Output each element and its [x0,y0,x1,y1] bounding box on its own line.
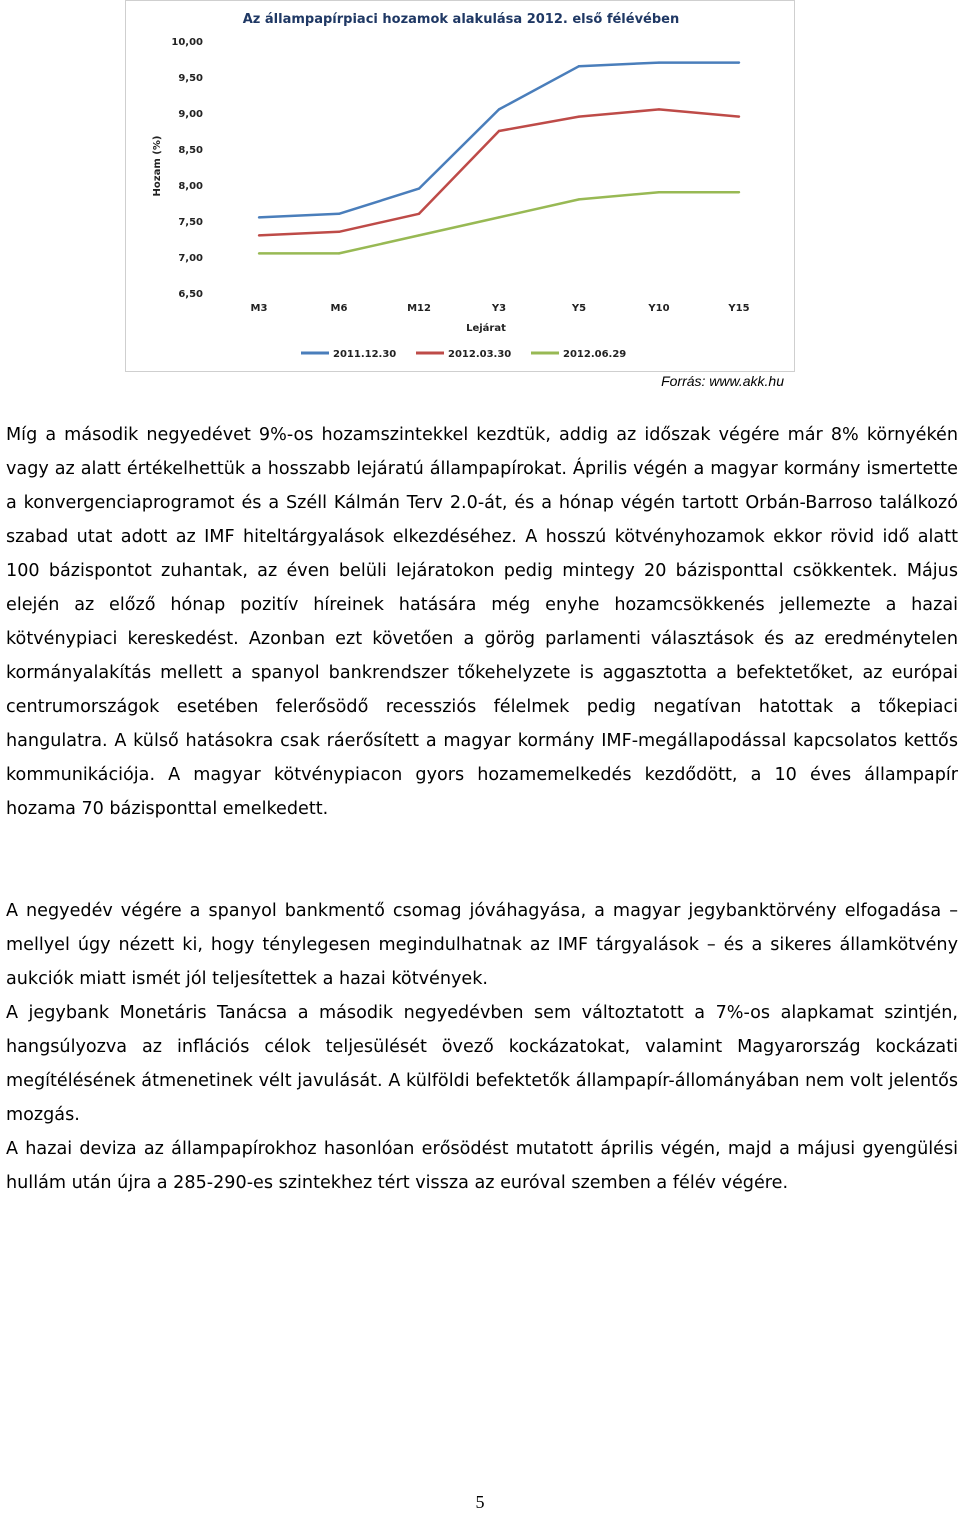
x-tick-label: M3 [250,303,268,314]
legend-label: 2012.03.30 [448,349,512,360]
x-tick-label: Y5 [571,303,587,314]
y-tick-label: 7,50 [178,217,203,228]
data-point [258,252,260,254]
data-point [258,234,260,236]
x-tick-label: Y3 [491,303,507,314]
x-tick-label: M6 [330,303,348,314]
y-axis-ticks [171,37,203,300]
data-point [658,191,660,193]
data-point [498,108,500,110]
y-tick-label: 8,50 [178,145,203,156]
yield-chart [126,1,796,373]
series-lines [258,61,740,254]
data-point [338,252,340,254]
data-point [658,108,660,110]
y-tick-label: 8,00 [178,181,203,192]
data-point [498,130,500,132]
page-number: 5 [475,1492,485,1512]
legend-label: 2012.06.29 [563,349,627,360]
x-axis-ticks [251,303,750,314]
data-point [418,187,420,189]
data-point [498,216,500,218]
data-point [658,61,660,63]
legend-label: 2011.12.30 [333,349,397,360]
x-tick-label: Y15 [728,303,750,314]
y-tick-label: 7,00 [178,253,203,264]
data-point [338,231,340,233]
data-point [578,115,580,117]
data-point [258,216,260,218]
data-point [738,115,740,117]
chart-frame [125,0,795,372]
data-point [338,213,340,215]
paragraph-3: A jegybank Monetáris Tanácsa a második negyedévben sem változtatott a 7%-os alapkamat szintjén, hangsúlyozva az inflációs célok teljesülését övező kockázatokat, valamint Magyarország kockázati megítélésének átmenetinek vélt javulását. A külföldi befektetők állampapír-állományában nem volt jelentős mozgás. [6,1003,958,1125]
y-tick-label: 9,50 [178,73,203,84]
data-point [578,198,580,200]
data-point [418,213,420,215]
x-axis-label: Lejárat [466,323,506,334]
data-point [578,65,580,67]
data-point [418,234,420,236]
y-tick-label: 10,00 [171,37,203,48]
x-tick-label: Y10 [648,303,670,314]
chart-title: Az állampapírpiaci hozamok alakulása 2012. első félévében [242,12,680,27]
series-line-2011.12.30 [259,63,739,218]
data-point [738,61,740,63]
paragraph-2: A negyedév végére a spanyol bankmentő csomag jóváhagyása, a magyar jegybanktörvény elfogadása – mellyel úgy nézett ki, hogy ténylegesen megindulhatnak az IMF tárgyalások – és a sikeres államkötvény aukciók miatt ismét jól teljesítettek a hazai kötvények. [6,901,958,989]
y-tick-label: 6,50 [178,289,203,300]
series-line-2012.06.29 [259,192,739,253]
data-point [738,191,740,193]
x-tick-label: M12 [407,303,431,314]
y-tick-label: 9,00 [178,109,203,120]
source-caption: Forrás: www.akk.hu [661,373,784,389]
y-axis-label: Hozam (%) [152,135,163,197]
legend [301,349,626,360]
paragraph-1: Míg a második negyedévet 9%-os hozamszintekkel kezdtük, addig az időszak végére már 8% környékén vagy az alatt értékelhettük a hosszabb lejáratú állampapírokat. Április végén a magyar kormány ismertette a konvergenciaprogramot és a Széll Kálmán Terv 2.0-át, és a hónap végén tartott Orbán-Barroso találkozó szabad utat adott az IMF hiteltárgyalások elkezdéséhez. A hosszú kötvényhozamok ekkor rövid idő alatt 100 bázispontot zuhantak, az éven belüli lejáratokon pedig mintegy 20 bázisponttal csökkentek. Május elején az előző hónap pozitív híreinek hatására még enyhe hozamcsökkenés jellemezte a hazai kötvénypiaci kereskedést. Azonban ezt követően a görög parlamenti választások és az eredménytelen kormányalakítás mellett a spanyol bankrendszer tőkehelyzete is aggasztotta a befektetőket, az európai centrumországok esetében felerősödő recessziós félelmek pedig negatívan hatottak a tőkepiaci hangulatra. A külső hatásokra csak ráerősített a magyar kormány IMF-megállapodással kapcsolatos kettős kommunikációja. A magyar kötvénypiacon gyors hozamemelkedés kezdődött, a 10 éves állampapír hozama 70 bázisponttal emelkedett. [6,425,958,819]
paragraph-4: A hazai deviza az állampapírokhoz hasonlóan erősödést mutatott április végén, majd a májusi gyengülési hullám után újra a 285-290-es szintekhez tért vissza az euróval szemben a félév végére. [6,1139,958,1193]
